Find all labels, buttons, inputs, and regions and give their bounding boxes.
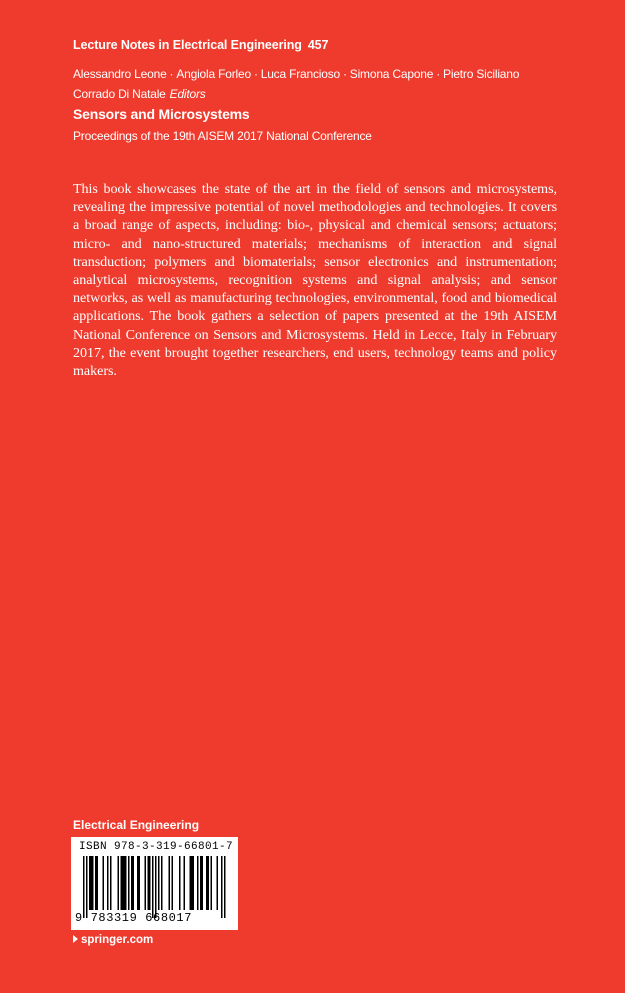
barcode-bar [125,856,127,910]
barcode-bar [86,856,88,918]
barcode-bar [131,856,133,910]
barcode-bar [95,856,97,910]
barcode-bar [190,856,192,910]
editor-separator: · [169,67,174,81]
series-name: Lecture Notes in Electrical Engineering [73,38,302,52]
barcode-bar [152,856,154,918]
isbn-label: ISBN 978-3-319-66801-7 [79,841,234,853]
editor-name: Corrado Di Natale [73,87,166,101]
barcode-bar [92,856,94,910]
series-volume: 457 [307,38,329,52]
barcode-bar [145,856,147,910]
editor-separator: · [342,67,347,81]
barcode-bar [83,856,85,918]
barcode-bar [128,856,130,910]
barcode-bar [184,856,186,910]
barcode-bar [158,856,160,910]
barcode-bar [149,856,151,910]
barcode-bar [133,856,135,910]
publisher-website: springer.com [81,934,154,946]
barcode-bar [208,856,210,910]
book-subtitle: Proceedings of the 19th AISEM 2017 National Conference [73,129,372,143]
book-title: Sensors and Microsystems [73,106,250,122]
editor-name: Pietro Siciliano [443,67,520,81]
barcode-bar [206,856,208,910]
barcode-bar [124,856,126,910]
barcode-bar [107,856,109,910]
barcode-bar [118,856,120,910]
barcode-bar [89,856,91,910]
barcode-bar [193,856,195,910]
book-description: This book showcases the state of the art in the field of sensors and microsystems, revealing the impressive potential of novel methodologies and technologies. It covers a broad range of aspects, including: bio-, physical and chemical sensors; actuators; micro- and nano-structured materials; mechanisms of interaction and signal transduction; polymers and biomaterials; sensor electronics and instrumentation; analytical microsystems, recognition systems and signal analysis; and sensor networks, as well as manufacturing technologies, environmental, food and biomedical applications. The book gathers a selection of papers presented at the 19th AISEM National Conference on Sensors and Microsystems. Held in Lecce, Italy in February 2017, the event brought together researchers, end users, technology teams and policy makers. [73,181,557,380]
barcode-bar [122,856,124,910]
barcode-bar [155,856,157,918]
barcode-bar [202,856,204,910]
publisher-link[interactable] [73,934,153,946]
barcode-bar [121,856,123,910]
barcode-bar [148,856,150,910]
editor-separator: · [436,67,441,81]
series-line [73,38,328,52]
barcode-bar [191,856,193,910]
barcode-bar [217,856,219,910]
barcode-bar [110,856,112,910]
arrow-right-icon [73,935,78,943]
barcode-bar [221,856,223,918]
editor-name: Angiola Forleo [176,67,251,81]
barcode-bar [137,856,139,910]
barcode-bar [172,856,174,910]
editor-name: Simona Capone [349,67,434,81]
barcode-bar [179,856,181,910]
editors-list [73,64,543,104]
barcode-bar [200,856,202,910]
barcode-bar [224,856,226,918]
barcode-bar [91,856,93,910]
barcode-digits: 9 783319 668017 [75,911,193,925]
isbn-barcode [71,837,238,930]
editor-name: Alessandro Leone [73,67,167,81]
barcode-bar [169,856,171,910]
editor-name: Luca Francioso [260,67,340,81]
barcode-bar [103,856,105,910]
editor-separator: · [253,67,258,81]
barcode-bar [97,856,99,910]
barcode-bar [161,856,163,910]
subject-category: Electrical Engineering [73,818,200,832]
barcode-bar [139,856,141,910]
barcode-bar [211,856,213,910]
editors-role: Editors [169,87,206,101]
barcode-bar [197,856,199,910]
